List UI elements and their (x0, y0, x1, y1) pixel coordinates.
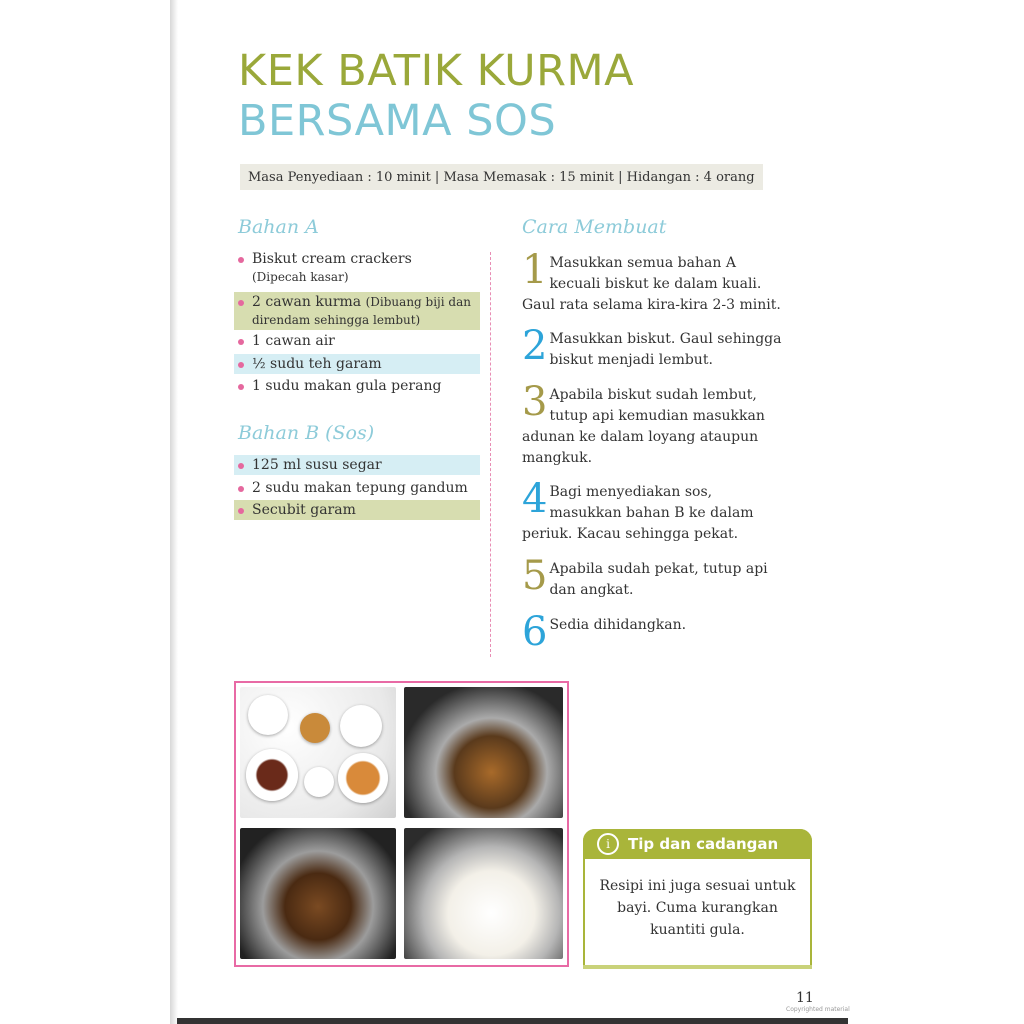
cooking-photo-1 (404, 687, 563, 818)
ingredient-text: 125 ml susu segar (252, 457, 382, 473)
ingredient-text: 1 cawan air (252, 333, 335, 349)
ingredient-a-1 (234, 249, 480, 287)
bahan-a-heading: Bahan A (238, 216, 319, 238)
ingredient-note: (Dibuang biji dan direndam sehingga lembut) (252, 295, 471, 327)
recipe-meta-text: Masa Penyediaan : 10 minit | Masa Memasak : 15 minit | Hidangan : 4 orang (248, 169, 755, 185)
ingredients-photo (240, 687, 396, 818)
ingredient-b-2 (234, 478, 480, 498)
sauce-photo (404, 828, 563, 959)
tip-box (583, 829, 812, 967)
bullet-icon (238, 257, 244, 263)
ingredient-text: ½ sudu teh garam (252, 356, 382, 372)
step-number: 3 (522, 379, 548, 425)
ingredient-text: Biskut cream crackers (252, 251, 412, 267)
recipe-meta-bar (240, 164, 763, 190)
copyright-note: Copyrighted material (786, 1006, 850, 1013)
bullet-icon (238, 508, 244, 514)
tip-header (583, 829, 812, 859)
bullet-icon (238, 300, 244, 306)
tip-text: Resipi ini juga sesuai untuk bayi. Cuma kurangkan kuantiti gula. (599, 878, 796, 938)
method-step-4 (522, 476, 782, 545)
ingredient-a-3 (234, 331, 480, 351)
ingredient-text: 2 sudu makan tepung gandum (252, 480, 468, 496)
recipe-title-line1: KEK BATIK KURMA (238, 46, 635, 96)
column-divider (490, 252, 491, 657)
step-text: Apabila sudah pekat, tutup api dan angkat. (549, 561, 768, 598)
bullet-icon (238, 339, 244, 345)
step-number: 4 (522, 476, 548, 522)
cooking-photo-2 (240, 828, 396, 959)
ingredient-text: Secubit garam (252, 502, 356, 518)
ingredient-b-3 (234, 500, 480, 520)
step-text: Masukkan biskut. Gaul sehingga biskut menjadi lembut. (549, 331, 782, 368)
info-icon: i (597, 833, 619, 855)
ingredient-text: 2 cawan kurma (252, 294, 362, 310)
bullet-icon (238, 463, 244, 469)
ingredient-text: 1 sudu makan gula perang (252, 378, 442, 394)
step-text: Masukkan semua bahan A kecuali biskut ke dalam kuali. Gaul rata selama kira-kira 2-3 minit. (522, 255, 781, 313)
recipe-photo-collage (234, 681, 569, 967)
page-gutter-shadow (170, 0, 178, 1024)
step-number: 6 (522, 609, 548, 655)
step-text: Bagi menyediakan sos, masukkan bahan B ke dalam periuk. Kacau sehingga pekat. (522, 484, 754, 542)
bullet-icon (238, 486, 244, 492)
bullet-icon (238, 384, 244, 390)
ingredient-b-1 (234, 455, 480, 475)
bullet-icon (238, 362, 244, 368)
method-step-1 (522, 247, 782, 316)
ingredient-note: (Dipecah kasar) (252, 270, 349, 284)
recipe-title-line2: BERSAMA SOS (238, 96, 557, 146)
method-step-5 (522, 553, 782, 601)
tip-box-base (583, 965, 812, 969)
page-bottom-bar (177, 1018, 848, 1024)
bahan-b-heading: Bahan B (Sos) (238, 422, 375, 444)
step-number: 2 (522, 323, 548, 369)
step-number: 5 (522, 553, 548, 599)
step-text: Sedia dihidangkan. (549, 617, 687, 633)
ingredient-a-5 (234, 376, 480, 396)
step-number: 1 (522, 247, 548, 293)
method-step-2 (522, 323, 782, 371)
ingredient-a-2 (234, 292, 480, 330)
method-heading: Cara Membuat (522, 216, 667, 238)
ingredient-a-4 (234, 354, 480, 374)
tip-title: Tip dan cadangan (628, 835, 779, 853)
method-step-3 (522, 379, 782, 469)
method-step-6 (522, 609, 782, 655)
page-number: 11 (796, 990, 814, 1006)
step-text: Apabila biskut sudah lembut, tutup api kemudian masukkan adunan ke dalam loyang ataupun mangkuk. (522, 387, 765, 466)
